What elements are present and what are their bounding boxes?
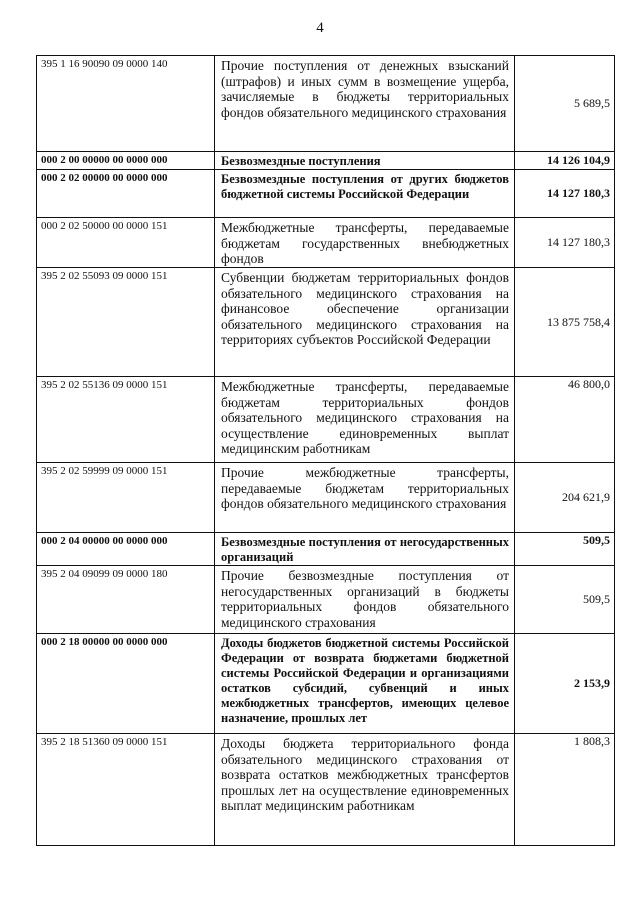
classification-code: 395 2 18 51360 09 0000 151 [37,734,215,846]
classification-code: 395 1 16 90090 09 0000 140 [37,56,215,152]
amount: 5 689,5 [515,56,615,152]
classification-code: 000 2 18 00000 00 0000 000 [37,634,215,734]
classification-code: 000 2 04 00000 00 0000 000 [37,533,215,566]
classification-code: 000 2 02 00000 00 0000 000 [37,170,215,218]
table-row [37,533,615,566]
classification-code: 395 2 02 55093 09 0000 151 [37,268,215,377]
table-row [37,268,615,377]
amount: 1 808,3 [515,734,615,846]
table-row [37,566,615,634]
table-row [37,734,615,846]
amount: 509,5 [515,533,615,566]
table-row [37,170,615,218]
table-row [37,56,615,152]
revenue-name: Доходы бюджетов бюджетной системы Российской Федерации от возврата бюджетами бюджетной системы Российской Федерации и организациями остатков субсидий, субвенций и иных межбюджетных трансфертов, имеющих целевое назначение, прошлых лет [215,634,515,734]
amount: 46 800,0 [515,377,615,463]
classification-code: 395 2 04 09099 09 0000 180 [37,566,215,634]
revenue-name: Межбюджетные трансферты, передаваемые бюджетам территориальных фондов обязательного медицинского страхования на осуществление единовременных выплат медицинским работникам [215,377,515,463]
revenue-name: Доходы бюджета территориального фонда обязательного медицинского страхования от возврата остатков межбюджетных трансфертов прошлых лет на осуществление единовременных выплат медицинским работникам [215,734,515,846]
revenue-name: Субвенции бюджетам территориальных фондов обязательного медицинского страхования на финансовое обеспечение организации обязательного медицинского страхования на территориях субъектов Российской Федерации [215,268,515,377]
revenue-name: Безвозмездные поступления от негосударственных организаций [215,533,515,566]
revenue-name: Прочие межбюджетные трансферты, передаваемые бюджетам территориальных фондов обязательного медицинского страхования [215,463,515,533]
table-row [37,218,615,268]
classification-code: 395 2 02 55136 09 0000 151 [37,377,215,463]
table-row [37,152,615,170]
revenue-name: Безвозмездные поступления от других бюджетов бюджетной системы Российской Федерации [215,170,515,218]
table-row [37,463,615,533]
amount: 13 875 758,4 [515,268,615,377]
table-row [37,377,615,463]
amount: 14 127 180,3 [515,218,615,268]
table-row [37,634,615,734]
page-number: 4 [316,20,324,36]
amount: 14 127 180,3 [515,170,615,218]
classification-code: 000 2 00 00000 00 0000 000 [37,152,215,170]
classification-code: 395 2 02 59999 09 0000 151 [37,463,215,533]
amount: 14 126 104,9 [515,152,615,170]
classification-code: 000 2 02 50000 00 0000 151 [37,218,215,268]
revenue-name: Безвозмездные поступления [215,152,515,170]
revenue-name: Прочие поступления от денежных взысканий (штрафов) и иных сумм в возмещение ущерба, зачисляемые в бюджеты территориальных фондов обязательного медицинского страхования [215,56,515,152]
revenue-name: Прочие безвозмездные поступления от негосударственных организаций в бюджеты территориальных фондов обязательного медицинского страхования [215,566,515,634]
amount: 509,5 [515,566,615,634]
amount: 2 153,9 [515,634,615,734]
amount: 204 621,9 [515,463,615,533]
revenue-name: Межбюджетные трансферты, передаваемые бюджетам государственных внебюджетных фондов [215,218,515,268]
budget-revenue-table [36,55,615,846]
